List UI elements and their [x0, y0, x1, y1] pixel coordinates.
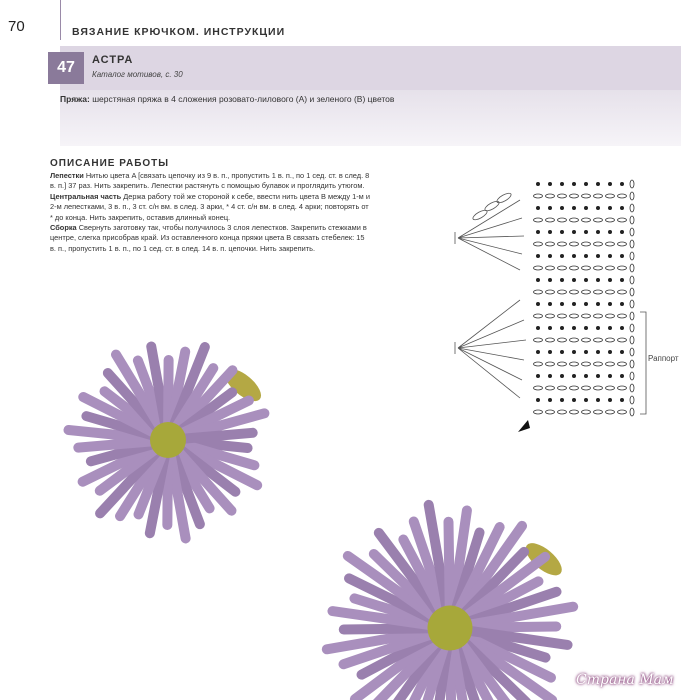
chart-stitch [536, 398, 540, 402]
chart-stitch [570, 386, 579, 390]
chart-stitch [582, 218, 591, 222]
chart-stitch [570, 242, 579, 246]
chart-stitch [558, 194, 567, 198]
chart-stitch [618, 266, 627, 270]
chart-stitch [618, 194, 627, 198]
motif-number-badge: 47 [48, 52, 84, 84]
chart-stitch [596, 374, 600, 378]
chart-stitch [584, 254, 588, 258]
chart-stitch [620, 302, 624, 306]
chart-stitch [618, 218, 627, 222]
chart-stitch [606, 410, 615, 414]
chart-stitch [620, 278, 624, 282]
chart-stitch [606, 314, 615, 318]
instructions [50, 171, 370, 254]
chart-stitch [596, 230, 600, 234]
chart-stitch [548, 230, 552, 234]
chart-stitch [582, 314, 591, 318]
chart-stitch [618, 362, 627, 366]
chart-stitch [572, 326, 576, 330]
page-number: 70 [8, 18, 25, 35]
chart-stitch [572, 254, 576, 258]
instruction-assembly [50, 223, 370, 254]
instruction-text: Нитью цвета A [связать цепочку из 9 в. п., пропустить 1 в. п., по 1 сед. ст. в след. 8 в. п.] 37 раз. Нить закрепить. Лепестки растянуть с помощью булавок и проглядить утюгом. [50, 171, 370, 191]
chart-stitch [536, 254, 540, 258]
chart-turning-chain [630, 264, 634, 272]
chart-stitch [596, 350, 600, 354]
chart-stitch [534, 362, 543, 366]
chart-stitch [534, 410, 543, 414]
chart-stitch [536, 230, 540, 234]
chart-stitch [584, 302, 588, 306]
motif-header-band [60, 46, 681, 90]
chart-turning-chain [630, 408, 634, 416]
chart-stitch [608, 302, 612, 306]
chart-stitch [560, 326, 564, 330]
chart-stitch [594, 314, 603, 318]
chart-stitch [558, 290, 567, 294]
chart-stitch [548, 350, 552, 354]
chart-stitch [560, 182, 564, 186]
chart-stitch [534, 338, 543, 342]
chart-stitch [560, 350, 564, 354]
chart-stitch [594, 290, 603, 294]
chart-stitch [582, 290, 591, 294]
chart-turning-chain [630, 348, 634, 356]
description-title: ОПИСАНИЕ РАБОТЫ [50, 158, 170, 169]
chart-stitch [582, 386, 591, 390]
chart-stitch [546, 410, 555, 414]
chart-stitch [618, 314, 627, 318]
instruction-label: Центральная часть [50, 191, 122, 201]
chart-turning-chain [630, 396, 634, 404]
chart-stitch [548, 302, 552, 306]
chart-stitch [620, 182, 624, 186]
chart-turning-chain [630, 312, 634, 320]
chart-stitch [560, 374, 564, 378]
chart-stitch [560, 230, 564, 234]
chart-stitch [596, 182, 600, 186]
chart-turning-chain [630, 204, 634, 212]
chart-stitch [546, 314, 555, 318]
rapport-label: Раппорт [648, 354, 679, 363]
chart-stitch [536, 374, 540, 378]
chart-stitch [534, 386, 543, 390]
yarn-text: шерстяная пряжа в 4 сложения розовато-лилового (A) и зеленого (B) цветов [92, 94, 395, 104]
chart-stitch [546, 194, 555, 198]
chart-stitch [536, 350, 540, 354]
chart-stitch [546, 386, 555, 390]
chart-stitch [546, 242, 555, 246]
aster-flower-photo [300, 498, 630, 700]
chart-stitch [606, 362, 615, 366]
chart-stitch [596, 302, 600, 306]
chart-stitch [546, 362, 555, 366]
chart-stitch [618, 290, 627, 294]
chart-stitch [546, 218, 555, 222]
chart-turning-chain [630, 360, 634, 368]
chart-stitch [536, 302, 540, 306]
chart-stitch [618, 242, 627, 246]
section-title: ВЯЗАНИЕ КРЮЧКОМ. ИНСТРУКЦИИ [72, 26, 286, 38]
instruction-label: Лепестки [50, 171, 84, 180]
chart-turning-chain [630, 192, 634, 200]
chart-stitch [608, 230, 612, 234]
chart-stitch [608, 278, 612, 282]
chart-stitch [618, 386, 627, 390]
chart-stitch [582, 410, 591, 414]
chart-turning-chain [630, 384, 634, 392]
instruction-petals [50, 171, 370, 192]
chart-turning-chain [630, 288, 634, 296]
chart-stitch [558, 410, 567, 414]
chart-stitch [570, 290, 579, 294]
chart-stitch [596, 326, 600, 330]
instruction-text: Свернуть заготовку так, чтобы получилось 3 слоя лепестков. Закрепить стежками в центре, слегка присобрав край. Из оставленного конца пряжи цвета B связать стебелек: 15 в. п., пропустить 1 в. п., по 1 сед. ст. в след. 14 в. п. цепочки. Нить закрепить. [50, 223, 367, 253]
chart-stitch [584, 374, 588, 378]
chart-stitch [548, 206, 552, 210]
chart-stitch [582, 194, 591, 198]
chart-stitch [534, 194, 543, 198]
chart-stitch [548, 254, 552, 258]
chart-stitch [594, 266, 603, 270]
chart-stitch [596, 278, 600, 282]
chart-stitch [582, 338, 591, 342]
chart-stitch [594, 410, 603, 414]
instruction-label: Сборка [50, 223, 77, 233]
chart-stitch [620, 350, 624, 354]
chart-stitch [560, 254, 564, 258]
chart-stitch [596, 206, 600, 210]
chart-stitch [594, 362, 603, 366]
chart-stitch [546, 290, 555, 294]
chart-stitch [548, 374, 552, 378]
chart-stitch [570, 410, 579, 414]
chart-stitch [594, 242, 603, 246]
chart-stitch [546, 266, 555, 270]
chart-stitch [572, 206, 576, 210]
chart-stitch [606, 242, 615, 246]
chart-stitch [584, 182, 588, 186]
chart-stitch [572, 182, 576, 186]
site-watermark: Страна Мам [576, 672, 674, 688]
chart-stitch [558, 338, 567, 342]
chart-stitch [620, 254, 624, 258]
chart-turning-chain [630, 276, 634, 284]
chart-stitch [534, 266, 543, 270]
chart-stitch [572, 230, 576, 234]
chart-stitch [606, 290, 615, 294]
chart-stitch [534, 290, 543, 294]
chart-stitch [572, 398, 576, 402]
chart-turning-chain [630, 300, 634, 308]
chart-fans [455, 191, 526, 398]
chart-stitch [620, 230, 624, 234]
chart-stitch [608, 374, 612, 378]
chart-stitch [558, 218, 567, 222]
chart-stitch [536, 326, 540, 330]
chart-stitch [558, 266, 567, 270]
chart-stitch [558, 362, 567, 366]
chart-stitch [606, 266, 615, 270]
instruction-center [50, 192, 370, 223]
chart-stitch [606, 218, 615, 222]
chart-stitch [584, 278, 588, 282]
chart-stitch [608, 254, 612, 258]
chart-stitch [620, 206, 624, 210]
chart-stitch [572, 374, 576, 378]
chart-stitch [570, 338, 579, 342]
chart-stitch [594, 386, 603, 390]
chart-stitch [618, 410, 627, 414]
chart-stitch [558, 314, 567, 318]
chart-turning-chain [630, 336, 634, 344]
chart-turning-chain [630, 324, 634, 332]
chart-turning-chain [630, 252, 634, 260]
chart-turning-chain [630, 240, 634, 248]
chart-stitch [572, 350, 576, 354]
chart-stitch [570, 314, 579, 318]
chart-stitch [584, 206, 588, 210]
chart-stitch [548, 326, 552, 330]
chart-stitch [584, 326, 588, 330]
flower-center [428, 606, 473, 651]
chart-stitch [584, 230, 588, 234]
chart-stitch [570, 362, 579, 366]
aster-flower-photo [38, 322, 278, 552]
chart-stitch [620, 398, 624, 402]
chart-stitch [560, 278, 564, 282]
chart-stitch [596, 398, 600, 402]
start-arrow-icon [518, 420, 530, 432]
chart-stitch [584, 350, 588, 354]
motif-catalog-ref: Каталог мотивов, с. 30 [92, 70, 183, 79]
chart-turning-chain [630, 180, 634, 188]
chart-stitch [570, 218, 579, 222]
chart-stitch [608, 350, 612, 354]
chart-stitch [572, 302, 576, 306]
chart-turning-chain [630, 372, 634, 380]
chart-stitch [560, 206, 564, 210]
chart-stitch [582, 266, 591, 270]
chart-stitch [608, 326, 612, 330]
crochet-chart [440, 170, 670, 440]
chart-stitch [584, 398, 588, 402]
chart-stitch [560, 398, 564, 402]
chart-stitch [608, 206, 612, 210]
chart-stitch [572, 278, 576, 282]
chart-stitch [570, 194, 579, 198]
chart-stitch [560, 302, 564, 306]
instruction-text: Держа работу той же стороной к себе, ввести нить цвета B между 1-м и 2-м лепестками, 3 в. п., 3 ст. с/н вм. в след. 3 арки, * 4 ст. с/н вм. в след. 4 арки; повторять от * до конца. Нить закрепить, оставив длинный конец. [50, 191, 370, 222]
chart-stitch [548, 398, 552, 402]
chart-stitch [570, 266, 579, 270]
chart-stitch [618, 338, 627, 342]
chart-rows [534, 180, 635, 416]
chart-stitch [536, 206, 540, 210]
chart-stitch [582, 242, 591, 246]
chart-stitch [594, 338, 603, 342]
chart-stitch [536, 182, 540, 186]
flower-center [150, 422, 186, 458]
chart-stitch [548, 278, 552, 282]
rapport-bracket [640, 312, 646, 414]
yarn-label: Пряжа: [60, 94, 90, 104]
chart-turning-chain [630, 228, 634, 236]
chart-stitch [536, 278, 540, 282]
chart-stitch [620, 326, 624, 330]
yarn-line [60, 94, 394, 104]
chart-stitch [594, 218, 603, 222]
chart-stitch [606, 194, 615, 198]
chart-stitch [546, 338, 555, 342]
chart-stitch [596, 254, 600, 258]
chart-stitch [608, 182, 612, 186]
chart-stitch [582, 362, 591, 366]
chart-stitch [606, 386, 615, 390]
chart-stitch [558, 242, 567, 246]
motif-title: АСТРА [92, 54, 134, 66]
chart-stitch [534, 242, 543, 246]
chart-stitch [608, 398, 612, 402]
chart-stitch [558, 386, 567, 390]
chart-stitch [620, 374, 624, 378]
chart-turning-chain [630, 216, 634, 224]
chart-stitch [534, 218, 543, 222]
chart-stitch [548, 182, 552, 186]
chart-stitch [594, 194, 603, 198]
header-divider [60, 0, 61, 40]
chart-stitch [606, 338, 615, 342]
chart-stitch [534, 314, 543, 318]
